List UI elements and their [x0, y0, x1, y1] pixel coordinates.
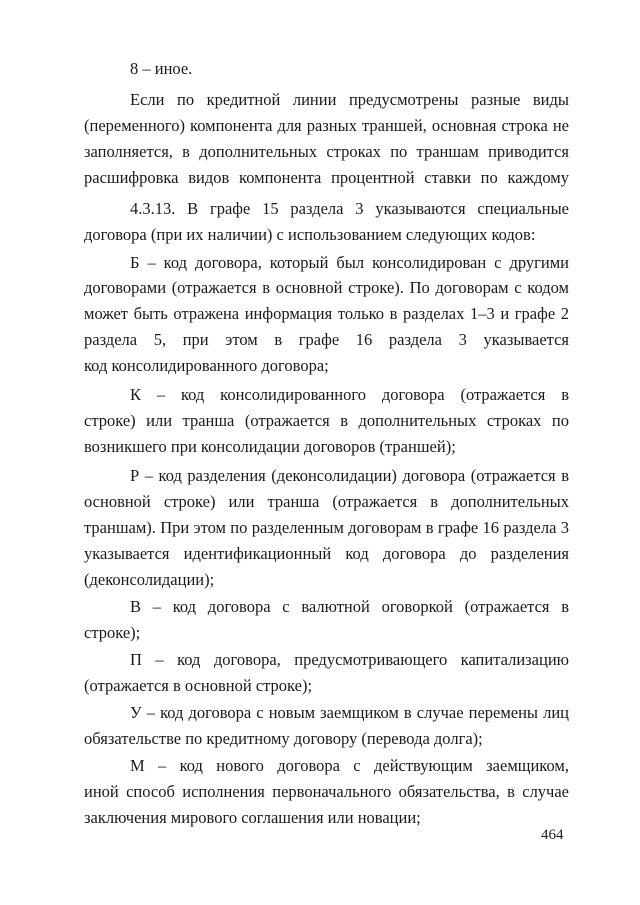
text-line: У – код договора с новым заемщиком в случае перемены лиц [130, 703, 569, 722]
text-line: может быть отражена информация только в разделах 1–3 и графе 2 [84, 304, 569, 323]
text-line: Если по кредитной линии предусмотрены разные виды [130, 90, 569, 109]
text-line: строке) или транша (отражается в дополнительных строках по [84, 411, 569, 430]
text-line: Б – код договора, который был консолидирован с другими [130, 253, 569, 272]
text-line: (деконсолидации); [84, 570, 215, 589]
page-number: 464 [541, 827, 564, 843]
text-line: В – код договора с валютной оговоркой (отражается в [130, 597, 569, 616]
text-line: заполняется, в дополнительных строках по траншам приводится [84, 142, 569, 161]
text-line: 8 – иное. [130, 59, 193, 78]
text-line: указывается идентификационный код договора до разделения [84, 544, 569, 563]
text-line: код консолидированного договора; [84, 356, 329, 375]
text-line: П – код договора, предусмотривающего капитализацию [130, 650, 569, 669]
text-line: раздела 5, при этом в графе 16 раздела 3 указывается [84, 330, 569, 349]
text-line: договора (при их наличии) с использованием следующих кодов: [84, 225, 536, 244]
text-line: возникшего при консолидации договоров (траншей); [84, 437, 456, 456]
text-line: 4.3.13. В графе 15 раздела 3 указываются специальные [130, 199, 569, 218]
text-line: строке); [84, 623, 141, 642]
text-line: расшифровка видов компонента процентной ставки по каждому [84, 168, 569, 187]
text-line: К – код консолидированного договора (отражается в [130, 385, 569, 404]
text-line: Р – код разделения (деконсолидации) договора (отражается в [130, 466, 569, 485]
text-line: договорами (отражается в основной строке). По договорам с кодом [84, 278, 569, 297]
text-line: траншам). При этом по разделенным договорам в графе 16 раздела 3 [84, 518, 569, 537]
text-line: обязательстве по кредитному договору (перевода долга); [84, 729, 483, 748]
text-line: М – код нового договора с действующим заемщиком, [130, 756, 569, 775]
text-line: иной способ исполнения первоначального обязательства, в случае [84, 782, 569, 801]
text-line: заключения мирового соглашения или новации; [84, 808, 421, 827]
text-line: основной строке) или транша (отражается в дополнительных [84, 492, 569, 511]
text-line: (отражается в основной строке); [84, 676, 313, 695]
text-line: (переменного) компонента для разных траншей, основная строка не [84, 116, 569, 135]
